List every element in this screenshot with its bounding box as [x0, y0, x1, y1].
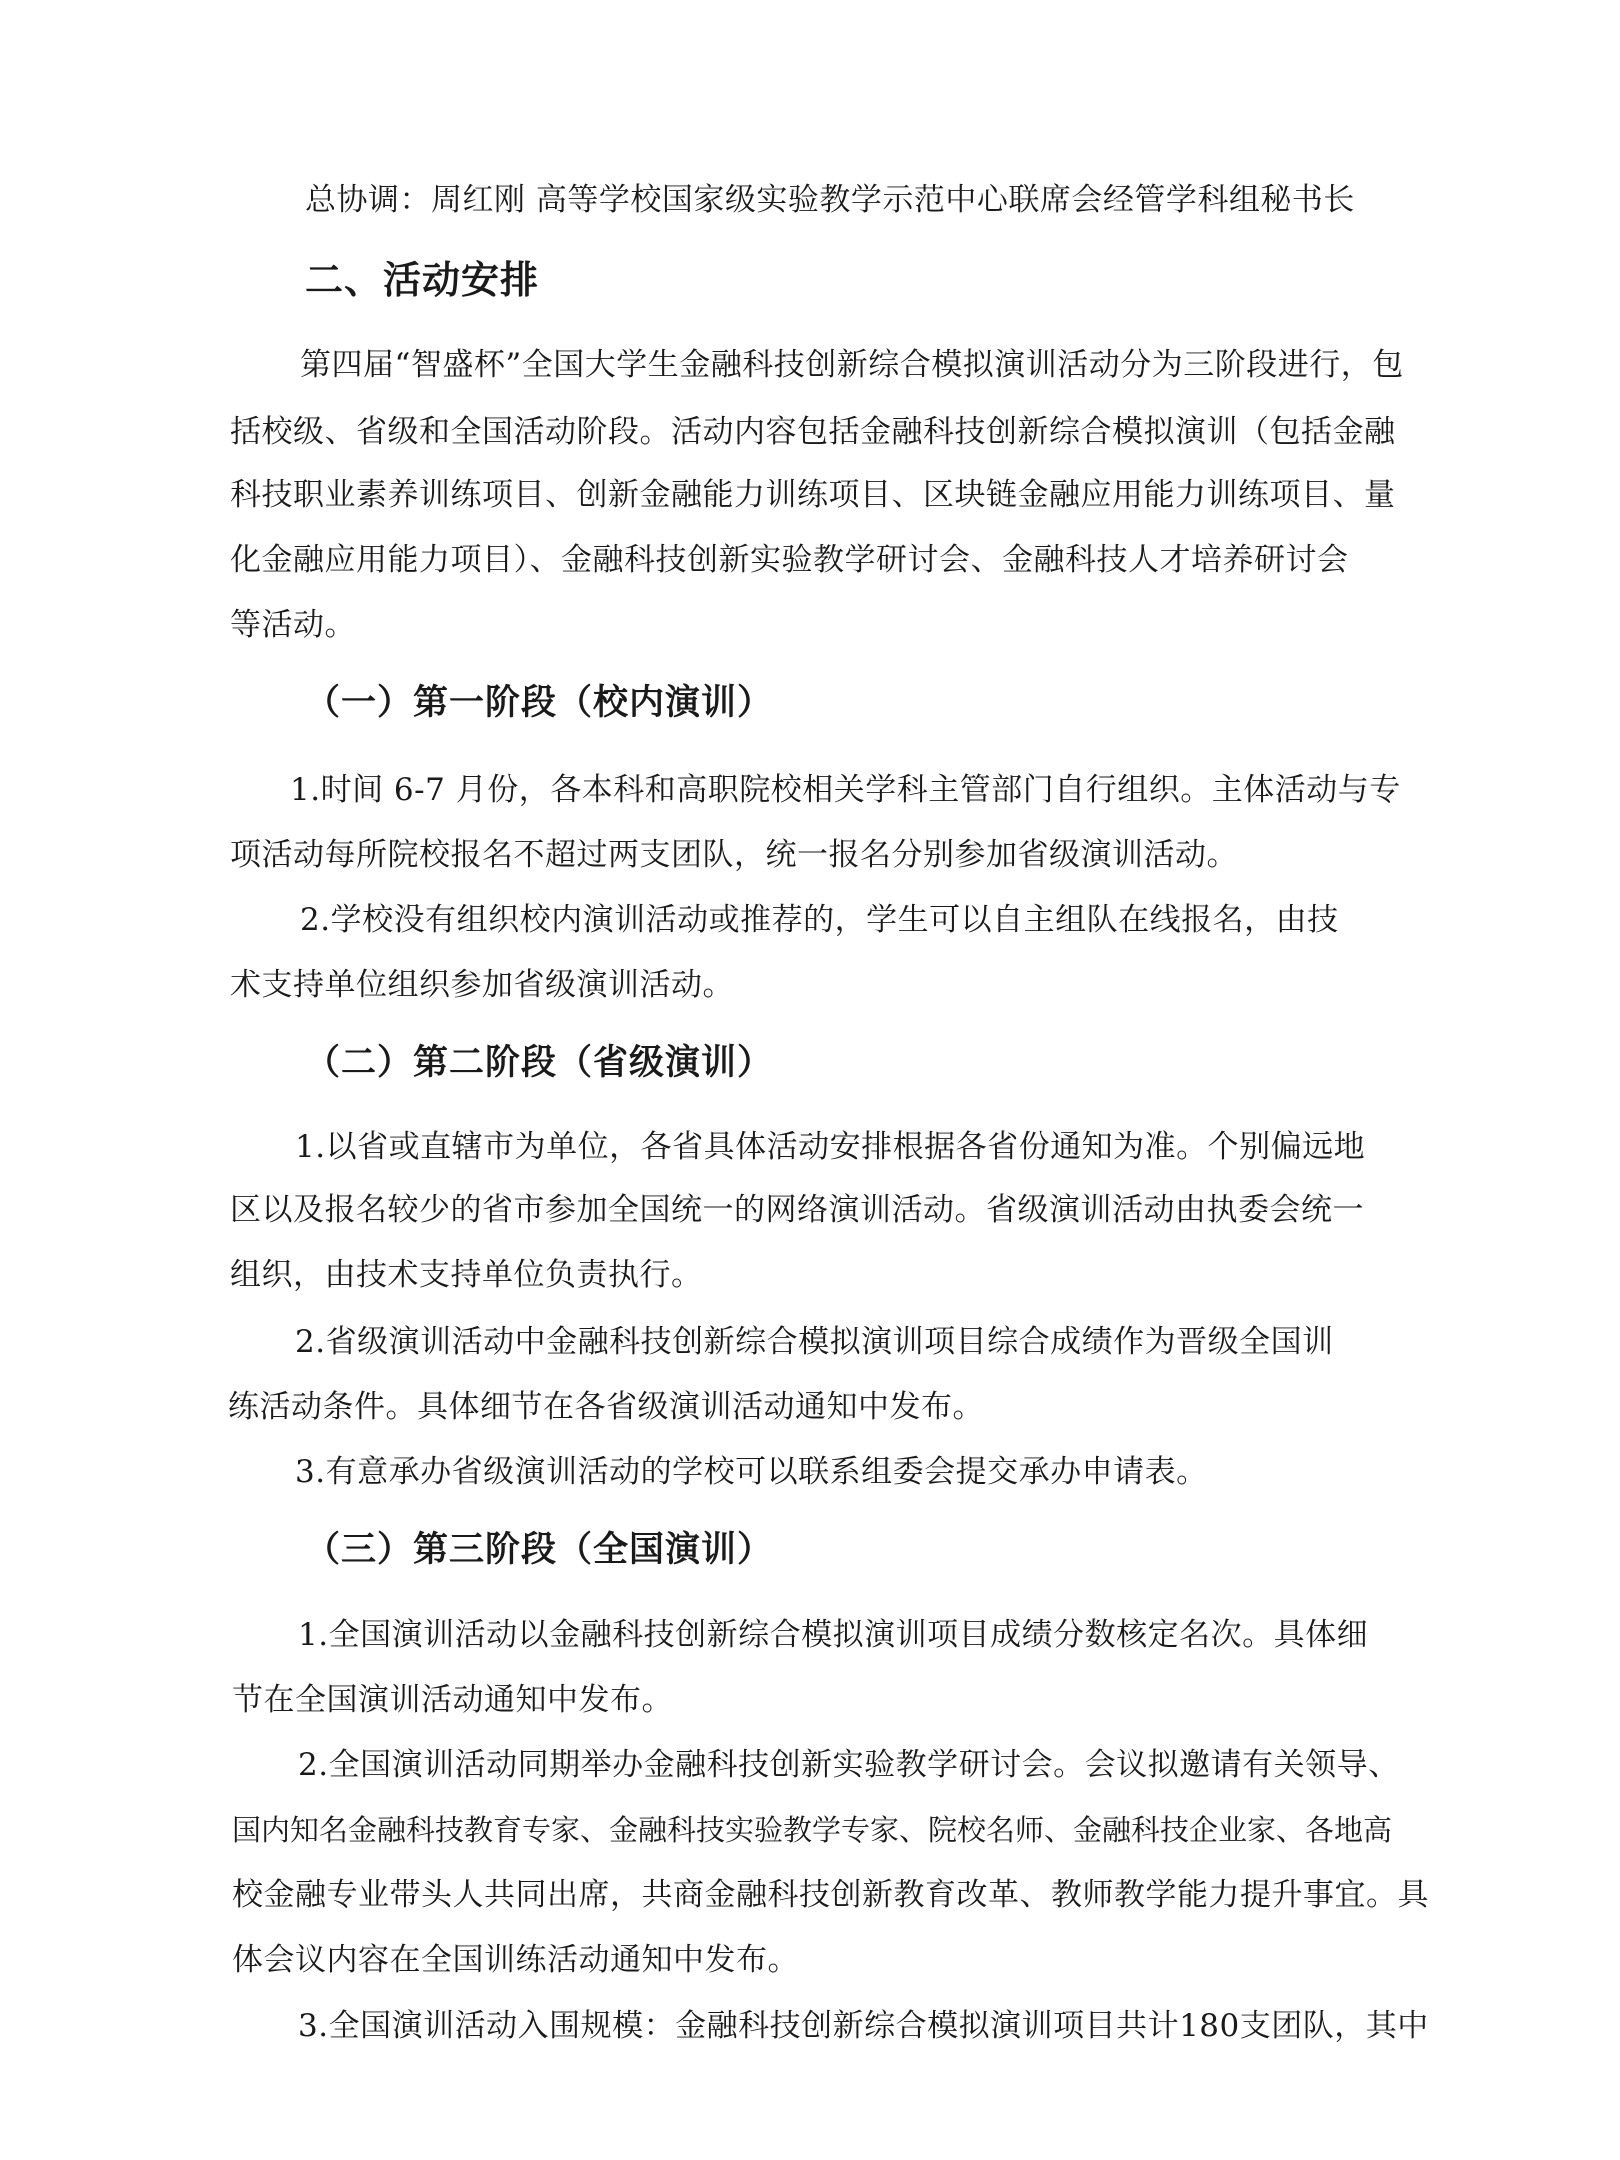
- stage2-p2-line-1: 2.省级演训活动中金融科技创新综合模拟演训项目综合成绩作为晋级全国训: [295, 1324, 1334, 1360]
- intro-line-4: 化金融应用能力项目）、金融科技创新实验教学研讨会、金融科技人才培养研讨会: [230, 542, 1349, 578]
- intro-line-3: 科技职业素养训练项目、创新金融能力训练项目、区块链金融应用能力训练项目、量: [230, 477, 1396, 513]
- intro-line-2: 括校级、省级和全国活动阶段。活动内容包括金融科技创新综合模拟演训（包括金融: [230, 414, 1396, 450]
- stage2-p2-line-2: 练活动条件。具体细节在各省级演训活动通知中发布。: [228, 1389, 984, 1425]
- stage2-p1-line-3: 组织，由技术支持单位负责执行。: [230, 1257, 703, 1293]
- stage3-p2-line-1: 2.全国演训活动同期举办金融科技创新实验教学研讨会。会议拟邀请有关领导、: [298, 1747, 1400, 1783]
- stage2-p1-line-1: 1.以省或直辖市为单位，各省具体活动安排根据各省份通知为准。个别偏远地: [295, 1129, 1366, 1165]
- intro-line-1: 第四届“智盛杯”全国大学生金融科技创新综合模拟演训活动分为三阶段进行，包: [300, 347, 1404, 383]
- stage1-p1-line-1: 1.时间 6-7 月份，各本科和高职院校相关学科主管部门自行组织。主体活动与专: [290, 772, 1401, 808]
- stage1-title: （一）第一阶段（校内演训）: [305, 683, 774, 723]
- stage3-title: （三）第三阶段（全国演训）: [305, 1530, 774, 1570]
- stage3-p3-line-1: 3.全国演训活动入围规模：金融科技创新综合模拟演训项目共计180支团队，其中: [298, 2008, 1429, 2044]
- stage2-title: （二）第二阶段（省级演训）: [305, 1043, 774, 1083]
- stage1-p2-line-2: 术支持单位组织参加省级演训活动。: [230, 967, 734, 1003]
- stage2-p1-line-2: 区以及报名较少的省市参加全国统一的网络演训活动。省级演训活动由执委会统一: [230, 1192, 1364, 1228]
- stage3-p2-line-4: 体会议内容在全国训练活动通知中发布。: [232, 1942, 799, 1978]
- intro-line-5: 等活动。: [230, 607, 356, 643]
- section-title-activity-arrangement: 二、活动安排: [305, 258, 540, 302]
- stage2-p3-line-1: 3.有意承办省级演训活动的学校可以联系组委会提交承办申请表。: [295, 1454, 1208, 1490]
- stage3-p1-line-2: 节在全国演训活动通知中发布。: [232, 1682, 673, 1718]
- stage3-p2-line-2: 国内知名金融科技教育专家、金融科技实验教学专家、院校名师、金融科技企业家、各地高: [232, 1813, 1393, 1847]
- stage1-p2-line-1: 2.学校没有组织校内演训活动或推荐的，学生可以自主组队在线报名，由技: [300, 902, 1339, 938]
- stage1-p1-line-2: 项活动每所院校报名不超过两支团队，统一报名分别参加省级演训活动。: [230, 837, 1238, 873]
- stage3-p2-line-3: 校金融专业带头人共同出席，共商金融科技创新教育改革、教师教学能力提升事宜。具: [232, 1877, 1429, 1913]
- coordinator-line: 总协调：周红刚 高等学校国家级实验教学示范中心联席会经管学科组秘书长: [305, 182, 1355, 218]
- stage3-p1-line-1: 1.全国演训活动以金融科技创新综合模拟演训项目成绩分数核定名次。具体细: [298, 1617, 1369, 1653]
